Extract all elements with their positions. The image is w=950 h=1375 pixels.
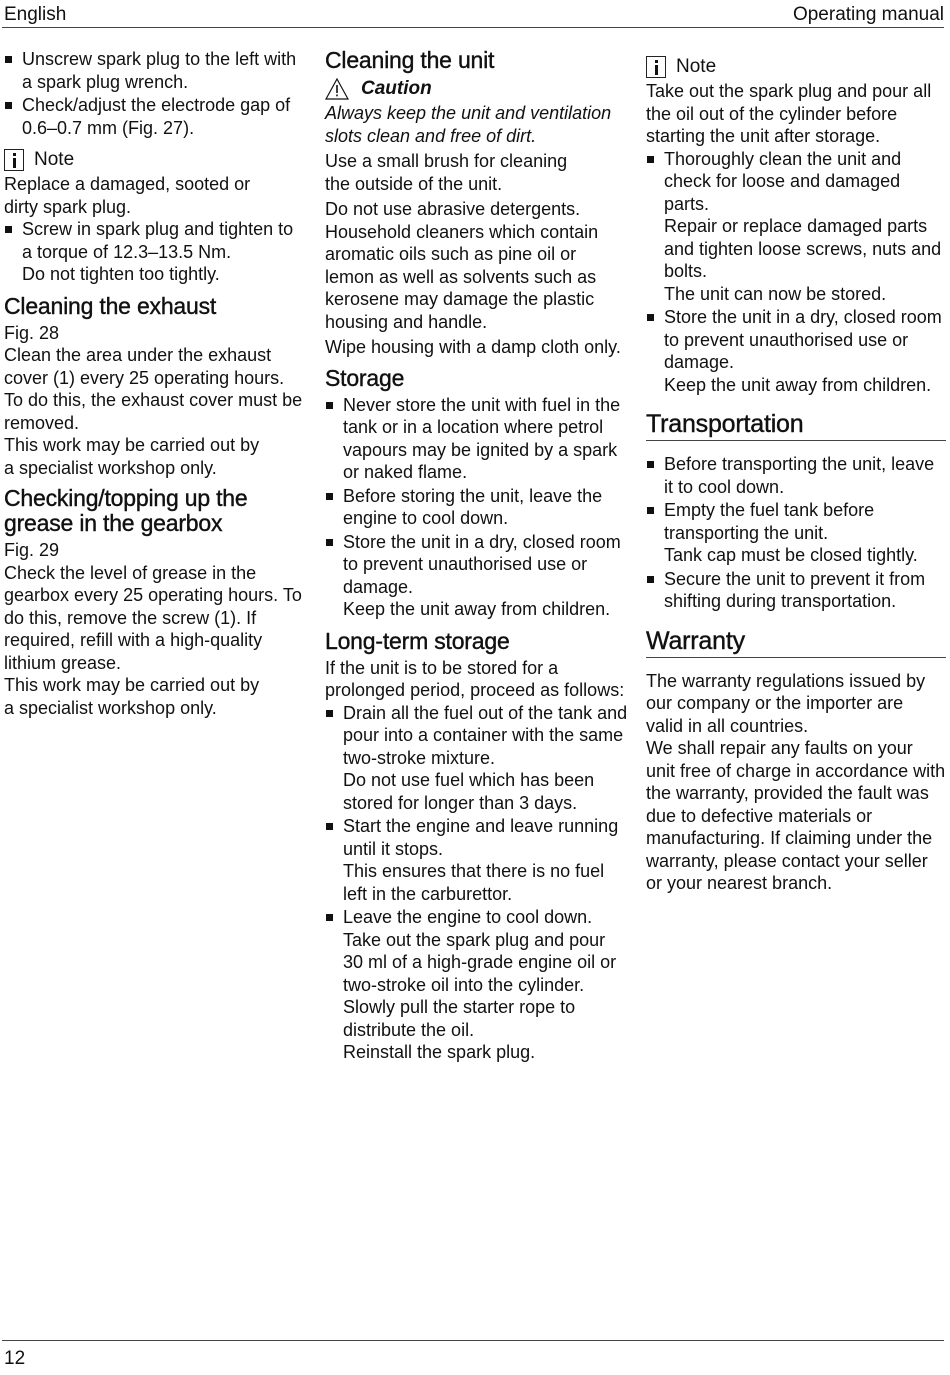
list-item-sub: The unit can now be stored. [664, 283, 887, 304]
info-icon [4, 149, 24, 171]
figure-ref: Fig. 28 [4, 322, 60, 343]
note-label: Note [676, 55, 717, 77]
warning-triangle-icon [325, 78, 349, 100]
paragraph: Check the level of grease in the gearbox every 25 operating hours. To do this, remove the screw (1). If required, refill with a high-quality lithium grease. [4, 562, 302, 673]
list-item-sub: Slowly pull the starter rope to distribute the oil. [343, 997, 576, 1040]
list-item [646, 306, 946, 396]
note-heading [4, 147, 304, 173]
list-item-sub: This ensures that there is no fuel left in the carburettor. [343, 861, 605, 904]
list-item-sub: Keep the unit away from children. [343, 599, 611, 619]
spark-plug-steps [4, 48, 304, 139]
paragraph: This work may be carried out by a specialist workshop only. [4, 435, 260, 478]
list-item: Before transporting the unit, leave it to cool down. [646, 453, 946, 498]
note-text: Take out the spark plug and pour all the oil out of the cylinder before starting the unit after storage. [646, 81, 932, 146]
list-item-sub: Reinstall the spark plug. [343, 1042, 536, 1062]
list-item-text: Screw in spark plug and tighten to a torque of 12.3–13.5 Nm. [22, 219, 294, 262]
list-item-text: Store the unit in a dry, closed room to prevent unauthorised use or damage. [664, 307, 942, 372]
paragraph: The warranty regulations issued by our company or the importer are valid in all countries. [646, 670, 926, 736]
list-item [325, 702, 630, 815]
section-title-transportation: Transportation [646, 409, 946, 441]
storage-list [325, 394, 630, 621]
paragraph: Wipe housing with a damp cloth only. [325, 337, 621, 357]
transport-list [646, 453, 946, 613]
section-title-warranty: Warranty [646, 626, 946, 658]
header-language: English [4, 4, 67, 25]
list-item: Never store the unit with fuel in the tank or in a location where petrol vapours may be ignited by a spark or naked flame. [325, 394, 630, 484]
paragraph: This work may be carried out by a specialist workshop only. [4, 675, 260, 718]
section-title-exhaust: Cleaning the exhaust [4, 292, 217, 319]
section-title-cleaning: Cleaning the unit [325, 47, 495, 73]
paragraph: Do not use abrasive detergents. Household cleaners which contain aromatic oils such as pine oil or lemon as well as solvents such as kerosene may damage the plastic housing and handle. [325, 199, 599, 332]
caution-label: Caution [361, 77, 432, 99]
column-middle [325, 48, 630, 1065]
list-item-text: Store the unit in a dry, closed room to prevent unauthorised use or damage. [343, 531, 621, 597]
list-item-text: Leave the engine to cool down. [343, 907, 593, 927]
column-right [646, 48, 946, 895]
paragraph: If the unit is to be stored for a prolonged period, proceed as follows: [325, 657, 625, 700]
list-item: Unscrew spark plug to the left with a spark plug wrench. [4, 48, 304, 93]
page-header [4, 4, 944, 26]
list-item-sub: Keep the unit away from children. [664, 374, 932, 395]
list-item: Secure the unit to prevent it from shifting during transportation. [646, 568, 946, 613]
long-term-list [325, 702, 630, 1064]
list-item [325, 531, 630, 621]
list-item [4, 218, 304, 286]
list-item-sub: Repair or replace damaged parts and tighten loose screws, nuts and bolts. [664, 216, 942, 281]
list-item [325, 815, 630, 905]
header-doc-title: Operating manual [792, 4, 944, 25]
spark-plug-tighten [4, 218, 304, 286]
note-text: Replace a damaged, sooted or dirty spark plug. [4, 174, 251, 217]
list-item-sub: Do not tighten too tightly. [22, 264, 220, 284]
list-item-text: Thoroughly clean the unit and check for loose and damaged parts. [664, 148, 902, 214]
storage-prep-list [646, 148, 946, 397]
list-item: Check/adjust the electrode gap of 0.6–0.7 mm (Fig. 27). [4, 94, 304, 139]
figure-ref: Fig. 29 [4, 540, 60, 560]
caution-text: Always keep the unit and ventilation slots clean and free of dirt. [325, 103, 612, 146]
section-title-long-term: Long-term storage [325, 627, 510, 654]
note-heading [646, 54, 946, 80]
list-item: Before storing the unit, leave the engine to cool down. [325, 485, 630, 530]
header-rule [2, 27, 944, 28]
info-icon [646, 56, 666, 78]
list-item-text: Empty the fuel tank before transporting the unit. [664, 500, 875, 543]
section-title-grease: Checking/topping up the grease in the gearbox [4, 485, 248, 536]
paragraph: Clean the area under the exhaust cover (1) every 25 operating hours. To do this, the exhaust cover must be removed. [4, 345, 303, 433]
list-item-sub: Do not use fuel which has been stored for longer than 3 days. [343, 770, 595, 813]
list-item [646, 148, 946, 306]
column-left [4, 48, 304, 719]
list-item-text: Start the engine and leave running until it stops. [343, 816, 619, 859]
footer-rule [2, 1340, 944, 1341]
section-title-storage: Storage [325, 364, 405, 391]
list-item [325, 906, 630, 1064]
paragraph: We shall repair any faults on your unit free of charge in accordance with the warranty, provided the fault was due to defective materials or manufacturing. If claiming under the warranty, please contact your seller or your nearest branch. [646, 738, 946, 893]
list-item-sub: Tank cap must be closed tightly. [664, 545, 918, 565]
list-item-sub: Take out the spark plug and pour 30 ml of a high-grade engine oil or two-stroke oil into the cylinder. [343, 929, 617, 995]
caution-heading [325, 76, 630, 102]
list-item-text: Drain all the fuel out of the tank and pour into a container with the same two-stroke mixture. [343, 702, 628, 768]
list-item [646, 499, 946, 567]
note-label: Note [34, 148, 75, 170]
paragraph: Use a small brush for cleaning the outside of the unit. [325, 151, 568, 194]
page-number: 12 [4, 1348, 26, 1369]
